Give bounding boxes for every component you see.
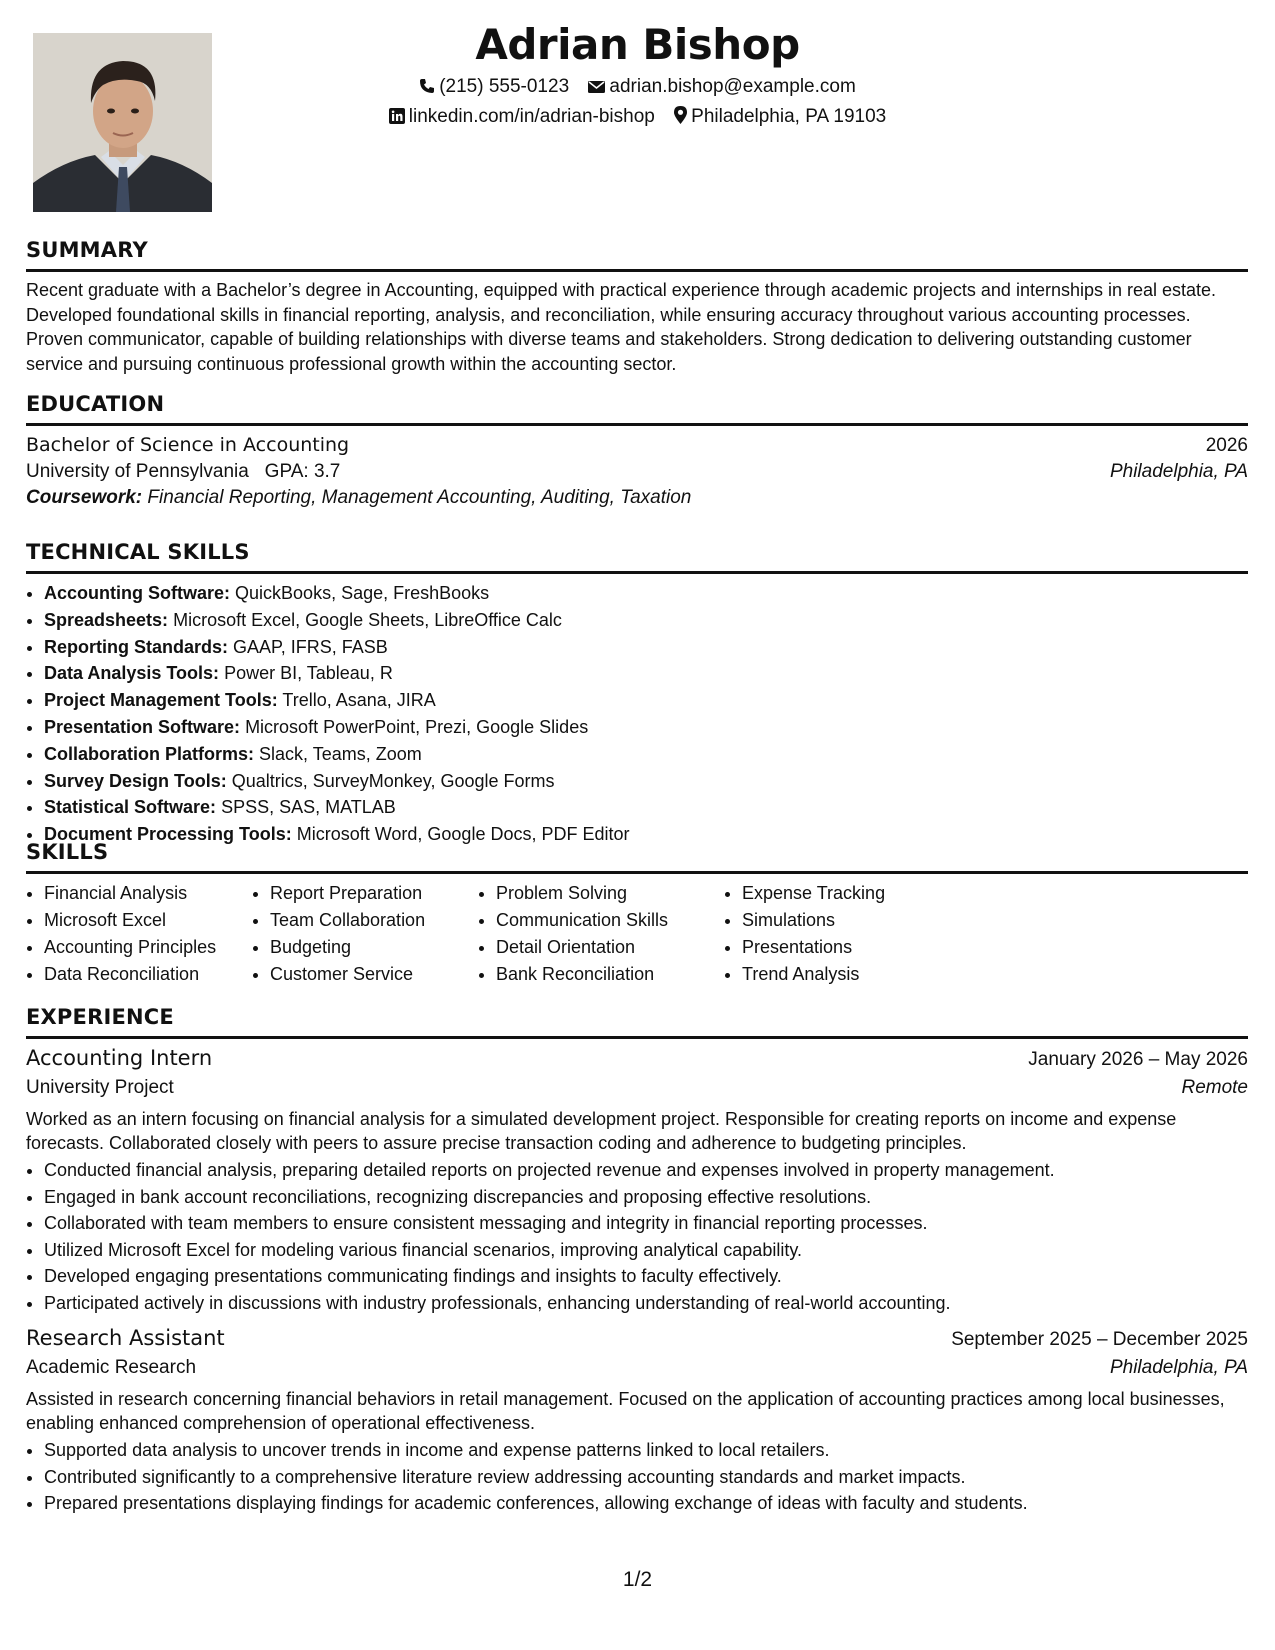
list-item: • Microsoft Excel bbox=[44, 907, 252, 934]
job-bullets bbox=[26, 1437, 1248, 1517]
linkedin-url: linkedin.com/in/adrian-bishop bbox=[408, 106, 655, 127]
skill-values: Microsoft Word, Google Docs, PDF Editor bbox=[296, 824, 630, 845]
technical-skills-heading: TECHNICAL SKILLS bbox=[26, 540, 250, 564]
skill-category: Presentation Software: bbox=[44, 716, 241, 737]
skills-column bbox=[252, 880, 478, 988]
list-item: • Supported data analysis to uncover trends in income and expense patterns linked to local retailers. bbox=[44, 1437, 1248, 1464]
section-divider bbox=[26, 423, 1248, 426]
list-item: • Simulations bbox=[742, 907, 962, 934]
list-item: • Budgeting bbox=[270, 934, 478, 961]
list-item bbox=[44, 634, 1248, 661]
contact-row-2 bbox=[0, 106, 1275, 128]
skill-values: QuickBooks, Sage, FreshBooks bbox=[235, 583, 490, 603]
coursework-list: Financial Reporting, Management Accounting, Auditing, Taxation bbox=[147, 487, 692, 508]
skill-category: Data Analysis Tools: bbox=[44, 663, 220, 684]
skill-category: Spreadsheets: bbox=[44, 609, 169, 630]
list-item: • Problem Solving bbox=[496, 880, 724, 907]
summary-text: Recent graduate with a Bachelor’s degree in Accounting, equipped with practical experience through academic projects and internships in real estate. Developed foundational skills in financial reporting, analysis, and reconciliation, while ensuring accuracy throughout various accounting processes. Proven communicator, capable of building relationships with diverse teams and stakeholders. Strong dedication to delivering outstanding customer service and pursuing continuous professional growth within the accounting sector. bbox=[26, 280, 1217, 374]
technical-skills-list bbox=[26, 580, 1248, 848]
skill-category: Survey Design Tools: bbox=[44, 770, 227, 791]
list-item: • Contributed significantly to a comprehensive literature review addressing accounting standards and market impacts. bbox=[44, 1464, 1248, 1491]
list-item: • Team Collaboration bbox=[270, 907, 478, 934]
list-item: • Collaborated with team members to ensure consistent messaging and integrity in financial reporting processes. bbox=[44, 1210, 1248, 1237]
job-dates: September 2025 – December 2025 bbox=[951, 1329, 1248, 1350]
job-subheader bbox=[26, 1077, 1248, 1099]
list-item bbox=[44, 580, 1248, 607]
job-entry bbox=[26, 1046, 1248, 1316]
job-location: Remote bbox=[1181, 1077, 1248, 1098]
location-icon bbox=[674, 106, 687, 124]
experience-section bbox=[26, 1003, 1248, 1517]
experience-heading: EXPERIENCE bbox=[26, 1005, 174, 1029]
list-item: • Detail Orientation bbox=[496, 934, 724, 961]
skill-category: Collaboration Platforms: bbox=[44, 743, 255, 764]
list-item: • Expense Tracking bbox=[742, 880, 962, 907]
phone-contact[interactable] bbox=[419, 76, 569, 98]
job-description: Worked as an intern focusing on financial analysis for a simulated development project. Responsible for creating reports on income and expense forecasts. Collaborated closely with peers to assure precise transaction coding and adherence to budgeting principles. bbox=[26, 1109, 1177, 1153]
list-item: • Prepared presentations displaying findings for academic conferences, allowing exchange of ideas with faculty and students. bbox=[44, 1490, 1248, 1517]
skill-category: Reporting Standards: bbox=[44, 636, 229, 657]
phone-number: (215) 555-0123 bbox=[439, 76, 570, 97]
skill-values: Trello, Asana, JIRA bbox=[282, 690, 436, 711]
school-location: Philadelphia, PA bbox=[1109, 461, 1248, 482]
list-item: • Accounting Principles bbox=[44, 934, 252, 961]
list-item bbox=[44, 714, 1248, 741]
email-address: adrian.bishop@example.com bbox=[609, 76, 856, 97]
gpa: GPA: 3.7 bbox=[264, 461, 341, 482]
list-item: • Engaged in bank account reconciliations, recognizing discrepancies and proposing effective resolutions. bbox=[44, 1184, 1248, 1211]
section-divider bbox=[26, 871, 1248, 874]
education-row bbox=[26, 434, 1248, 457]
skills-grid bbox=[26, 880, 1248, 988]
contact-row-1 bbox=[0, 76, 1275, 98]
location-text: Philadelphia, PA 19103 bbox=[691, 106, 887, 127]
list-item: • Communication Skills bbox=[496, 907, 724, 934]
skills-column bbox=[478, 880, 724, 988]
skill-category: Document Processing Tools: bbox=[44, 824, 292, 845]
candidate-name: Adrian Bishop bbox=[475, 20, 800, 69]
list-item: • Bank Reconciliation bbox=[496, 961, 724, 988]
summary-section bbox=[26, 236, 1248, 376]
skill-category: Project Management Tools: bbox=[44, 690, 278, 711]
list-item bbox=[44, 768, 1248, 795]
school-line bbox=[26, 461, 340, 483]
section-divider bbox=[26, 1036, 1248, 1039]
skill-values: Microsoft Excel, Google Sheets, LibreOffice Calc bbox=[173, 609, 562, 630]
list-item: • Report Preparation bbox=[270, 880, 478, 907]
list-item bbox=[44, 687, 1248, 714]
job-bullets bbox=[26, 1157, 1248, 1316]
list-item: • Presentations bbox=[742, 934, 962, 961]
list-item bbox=[44, 794, 1248, 821]
skill-values: SPSS, SAS, MATLAB bbox=[221, 797, 396, 818]
job-header bbox=[26, 1046, 1248, 1071]
list-item: • Data Reconciliation bbox=[44, 961, 252, 988]
skill-values: Slack, Teams, Zoom bbox=[259, 743, 422, 764]
list-item: • Financial Analysis bbox=[44, 880, 252, 907]
job-title: Accounting Intern bbox=[26, 1046, 213, 1070]
skills-column bbox=[724, 880, 962, 988]
job-header bbox=[26, 1326, 1248, 1351]
coursework-line bbox=[26, 487, 1248, 509]
job-location: Philadelphia, PA bbox=[1109, 1357, 1248, 1378]
graduation-year: 2026 bbox=[1205, 435, 1248, 456]
job-organization: Academic Research bbox=[26, 1357, 197, 1378]
list-item: • Utilized Microsoft Excel for modeling various financial scenarios, improving analytical capability. bbox=[44, 1237, 1248, 1264]
skill-values: Qualtrics, SurveyMonkey, Google Forms bbox=[231, 770, 555, 791]
list-item: • Customer Service bbox=[270, 961, 478, 988]
list-item: • Developed engaging presentations communicating findings and insights to faculty effectively. bbox=[44, 1263, 1248, 1290]
skills-heading: SKILLS bbox=[26, 840, 109, 864]
skills-column bbox=[26, 880, 252, 988]
job-title: Research Assistant bbox=[26, 1326, 225, 1350]
list-item: • Conducted financial analysis, preparing detailed reports on projected revenue and expenses involved in property management. bbox=[44, 1157, 1248, 1184]
list-item: • Participated actively in discussions with industry professionals, enhancing understanding of real-world accounting. bbox=[44, 1290, 1248, 1317]
job-subheader bbox=[26, 1357, 1248, 1379]
linkedin-icon bbox=[389, 108, 405, 124]
coursework-label: Coursework: bbox=[26, 487, 143, 508]
list-item bbox=[44, 607, 1248, 634]
technical-skills-section bbox=[26, 538, 1248, 848]
summary-heading: SUMMARY bbox=[26, 238, 148, 262]
education-heading: EDUCATION bbox=[26, 392, 165, 416]
page-number: 1/2 bbox=[622, 1568, 653, 1591]
skill-values: Power BI, Tableau, R bbox=[224, 663, 393, 684]
skill-values: GAAP, IFRS, FASB bbox=[233, 636, 388, 657]
list-item: • Trend Analysis bbox=[742, 961, 962, 988]
list-item bbox=[44, 660, 1248, 687]
list-item bbox=[44, 741, 1248, 768]
section-divider bbox=[26, 269, 1248, 272]
skill-category: Accounting Software: bbox=[44, 583, 231, 603]
skill-category: Statistical Software: bbox=[44, 797, 217, 818]
section-divider bbox=[26, 571, 1248, 574]
email-contact[interactable] bbox=[588, 76, 855, 98]
education-section bbox=[26, 390, 1248, 509]
job-entry bbox=[26, 1326, 1248, 1517]
skills-section bbox=[26, 838, 1248, 988]
school-row bbox=[26, 461, 1248, 483]
linkedin-contact[interactable] bbox=[389, 106, 655, 128]
email-icon bbox=[588, 80, 605, 94]
school-name: University of Pennsylvania bbox=[26, 461, 249, 482]
degree: Bachelor of Science in Accounting bbox=[26, 434, 350, 456]
job-dates: January 2026 – May 2026 bbox=[1028, 1049, 1248, 1070]
location-contact bbox=[674, 106, 886, 128]
phone-icon bbox=[419, 78, 435, 94]
skill-values: Microsoft PowerPoint, Prezi, Google Slides bbox=[245, 716, 589, 737]
job-organization: University Project bbox=[26, 1077, 174, 1098]
job-description: Assisted in research concerning financial behaviors in retail management. Focused on the application of accounting practices among local businesses, enabling enhanced comprehension of operational effectiveness. bbox=[26, 1389, 1225, 1433]
